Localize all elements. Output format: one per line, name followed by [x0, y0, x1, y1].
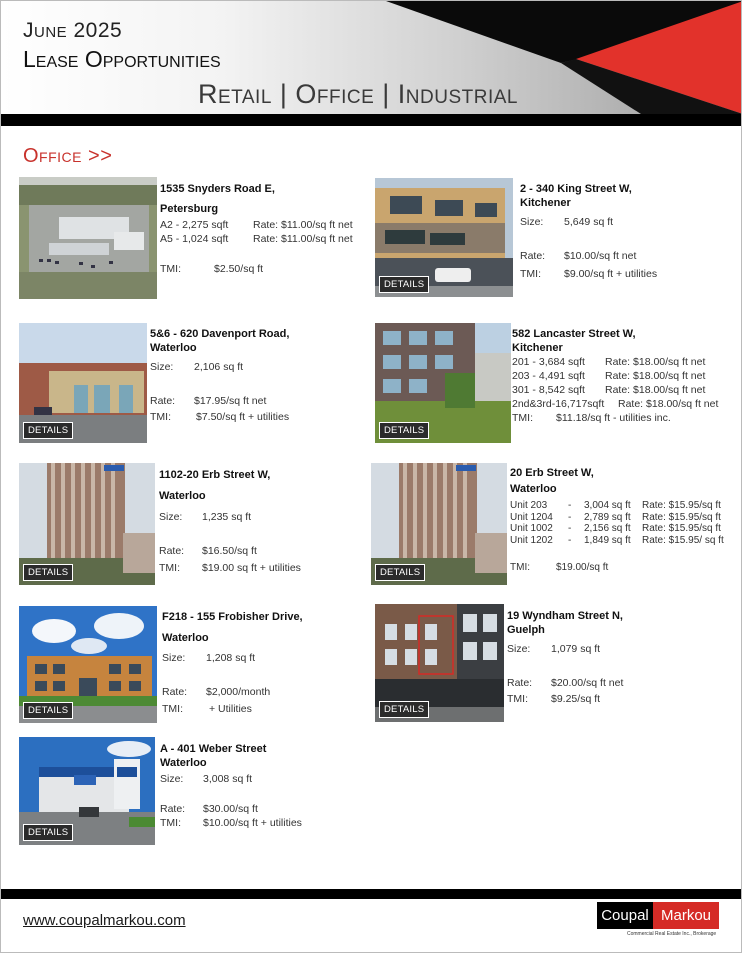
listing-address-line2: Guelph	[507, 624, 545, 636]
listing-address-line1: 20 Erb Street W,	[510, 467, 594, 479]
logo-left-text: Coupal	[597, 902, 653, 929]
logo-right-text: Markou	[653, 902, 719, 929]
size-row	[159, 510, 369, 524]
header-subtitle: Retail | Office | Industrial	[198, 79, 518, 109]
rate-label: Rate:	[160, 803, 186, 815]
listing-address-line2: Waterloo	[162, 632, 209, 644]
rate-label: Rate:	[162, 686, 188, 698]
size-label: Size:	[150, 361, 174, 373]
listing-photo-erb-20[interactable]	[371, 463, 507, 585]
listing-info-frobisher	[162, 610, 372, 716]
unit-rate: Rate: $18.00/sq ft net	[618, 398, 719, 410]
tmi-label: TMI:	[160, 263, 181, 275]
unit-label: Unit 203	[510, 500, 548, 511]
unit-rate: Rate: $15.95/sq ft	[642, 511, 721, 523]
tmi-row	[512, 411, 737, 425]
size-label: Size:	[507, 643, 531, 655]
tmi-row	[160, 262, 370, 276]
listing-photo-king[interactable]	[375, 178, 513, 297]
unit-dash: -	[568, 534, 572, 546]
unit-size: 1,849 sq ft	[584, 534, 631, 546]
listing-address-line1: 5&6 - 620 Davenport Road,	[150, 328, 290, 340]
unit-label: 203 - 4,491 sqft	[512, 370, 585, 382]
listing-photo-erb-1102[interactable]	[19, 463, 155, 585]
listing-info-erb-20	[510, 466, 735, 575]
tmi-value: $19.00 sq ft + utilities	[202, 562, 301, 574]
rate-value: $17.95/sq ft net	[194, 395, 267, 407]
listing-address-line2: Petersburg	[160, 203, 219, 215]
tmi-row	[507, 692, 732, 706]
listing-address-line1: F218 - 155 Frobisher Drive,	[162, 611, 303, 623]
listing-photo-wyndham[interactable]	[375, 604, 504, 722]
tmi-label: TMI:	[162, 703, 183, 715]
listing-info-weber	[160, 742, 370, 830]
tmi-value: $9.25/sq ft	[551, 693, 601, 705]
rate-value: $10.00/sq ft net	[564, 250, 637, 262]
header-banner	[1, 1, 742, 123]
tmi-label: TMI:	[159, 562, 180, 574]
details-button[interactable]: DETAILS	[379, 422, 429, 439]
tmi-label: TMI:	[160, 817, 181, 829]
tmi-label: TMI:	[512, 412, 533, 424]
rate-value: $30.00/sq ft	[203, 803, 258, 815]
unit-row	[160, 232, 370, 246]
unit-rate: Rate: $18.00/sq ft net	[605, 356, 706, 368]
tmi-value: $10.00/sq ft + utilities	[203, 817, 302, 829]
size-row	[520, 215, 730, 229]
tmi-value: $2.50/sq ft	[214, 263, 264, 275]
listing-address-line1: 2 - 340 King Street W,	[520, 183, 632, 195]
listing-address-line2: Kitchener	[520, 197, 571, 209]
listing-photo-davenport[interactable]	[19, 323, 147, 443]
unit-row	[510, 500, 735, 512]
listing-info-wyndham	[507, 609, 732, 706]
listing-info-davenport	[150, 327, 365, 424]
rate-value: $16.50/sq ft	[202, 545, 257, 557]
size-row	[507, 642, 732, 656]
header-divider	[1, 114, 742, 126]
logo-tagline: Commercial Real Estate Inc., Brokerage	[627, 931, 717, 937]
rate-row	[159, 544, 369, 561]
tmi-label: TMI:	[507, 693, 528, 705]
rate-row	[507, 676, 732, 692]
footer-divider	[1, 889, 742, 899]
rate-value: $2,000/month	[206, 686, 271, 698]
details-button[interactable]: DETAILS	[379, 276, 429, 293]
unit-label: Unit 1202	[510, 534, 553, 546]
rate-value: $20.00/sq ft net	[551, 677, 624, 689]
unit-dash: -	[568, 523, 572, 534]
unit-rate: Rate: $18.00/sq ft net	[605, 384, 706, 396]
size-value: 2,106 sq ft	[194, 361, 244, 373]
unit-row	[512, 397, 737, 411]
header-title: Lease Opportunities	[23, 46, 221, 72]
details-button[interactable]: DETAILS	[23, 564, 73, 581]
size-label: Size:	[159, 511, 183, 523]
details-button[interactable]: DETAILS	[379, 701, 429, 718]
header-date: June 2025	[23, 19, 123, 42]
rate-row	[150, 394, 365, 410]
unit-label: A2 - 2,275 sqft	[160, 219, 229, 231]
unit-label: Unit 1204	[510, 511, 553, 523]
unit-rate: Rate: $15.95/sq ft	[642, 523, 721, 534]
unit-label: 2nd&3rd-16,717sqft	[512, 398, 605, 410]
tmi-value: $7.50/sq ft + utilities	[196, 411, 290, 423]
listing-address-line2: Waterloo	[510, 483, 557, 495]
unit-row	[510, 523, 735, 535]
section-title: Office >>	[23, 145, 113, 167]
unit-size: 2,789 sq ft	[584, 511, 631, 523]
size-row	[160, 772, 370, 786]
unit-row	[512, 369, 737, 383]
listing-photo-snyders[interactable]	[19, 177, 157, 299]
unit-row	[160, 218, 370, 232]
tmi-label: TMI:	[150, 411, 171, 423]
rate-label: Rate:	[159, 545, 185, 557]
unit-label: 301 - 8,542 sqft	[512, 384, 585, 396]
unit-row	[512, 355, 737, 369]
unit-rate: Rate: $11.00/sq ft net	[253, 233, 353, 245]
size-row	[150, 360, 365, 374]
listing-info-erb-1102	[159, 468, 369, 575]
listing-address-line2: Waterloo	[150, 342, 197, 354]
unit-label: Unit 1002	[510, 523, 553, 534]
aerial-photo-graphic	[19, 177, 157, 299]
unit-rate: Rate: $15.95/sq ft	[642, 500, 721, 511]
listing-address-line2: Waterloo	[160, 757, 207, 769]
unit-rate: Rate: $18.00/sq ft net	[605, 370, 706, 382]
rate-label: Rate:	[520, 250, 546, 262]
tmi-row	[162, 702, 372, 716]
website-link[interactable]: www.coupalmarkou.com	[23, 912, 186, 929]
unit-rate: Rate: $11.00/sq ft net	[253, 219, 353, 231]
details-button[interactable]: DETAILS	[375, 564, 425, 581]
listing-photo-lancaster[interactable]	[375, 323, 511, 443]
unit-size: 3,004 sq ft	[584, 500, 631, 511]
tmi-label: TMI:	[510, 562, 530, 573]
listing-address-line1: 1535 Snyders Road E,	[160, 183, 275, 195]
listing-address-line1: 582 Lancaster Street W,	[512, 328, 636, 340]
unit-size: 2,156 sq ft	[584, 523, 631, 534]
tmi-row	[510, 561, 735, 575]
tmi-value: $19.00/sq ft	[556, 562, 609, 573]
unit-dash: -	[568, 511, 572, 523]
size-value: 1,235 sq ft	[202, 511, 252, 523]
details-button[interactable]: DETAILS	[23, 422, 73, 439]
size-label: Size:	[520, 216, 544, 228]
rate-row	[520, 249, 730, 267]
rate-row	[160, 802, 370, 816]
tmi-value: + Utilities	[209, 703, 252, 715]
tmi-row	[150, 410, 365, 424]
size-label: Size:	[162, 652, 186, 664]
tmi-value: $9.00/sq ft + utilities	[564, 268, 658, 280]
listing-info-snyders	[160, 182, 370, 276]
size-value: 1,208 sq ft	[206, 652, 256, 664]
size-value: 1,079 sq ft	[551, 643, 601, 655]
tmi-row	[160, 816, 370, 830]
listing-address-line2: Kitchener	[512, 342, 563, 354]
size-value: 3,008 sq ft	[203, 773, 253, 785]
tmi-value: $11.18/sq ft - utilities inc.	[556, 412, 671, 424]
listing-address-line1: 1102-20 Erb Street W,	[159, 469, 271, 481]
size-row	[162, 651, 372, 665]
unit-rate: Rate: $15.95/ sq ft	[642, 534, 724, 546]
details-button[interactable]: DETAILS	[23, 702, 73, 719]
listing-info-lancaster	[512, 327, 737, 425]
unit-dash: -	[568, 500, 572, 511]
rate-label: Rate:	[507, 677, 533, 689]
listing-photo-frobisher[interactable]	[19, 606, 157, 723]
listing-address-line1: A - 401 Weber Street	[160, 743, 267, 755]
unit-row	[510, 512, 735, 524]
size-label: Size:	[160, 773, 184, 785]
tmi-label: TMI:	[520, 268, 541, 280]
details-button[interactable]: DETAILS	[23, 824, 73, 841]
listing-photo-weber[interactable]	[19, 737, 155, 845]
size-value: 5,649 sq ft	[564, 216, 614, 228]
unit-row	[510, 535, 735, 547]
company-logo	[597, 902, 722, 938]
listing-address-line1: 19 Wyndham Street N,	[507, 610, 623, 622]
unit-label: A5 - 1,024 sqft	[160, 233, 229, 245]
unit-row	[512, 383, 737, 397]
tmi-row	[520, 267, 730, 281]
unit-label: 201 - 3,684 sqft	[512, 356, 585, 368]
rate-row	[162, 685, 372, 702]
tmi-row	[159, 561, 369, 575]
listing-info-king	[520, 182, 730, 281]
listing-address-line2: Waterloo	[159, 490, 206, 502]
rate-label: Rate:	[150, 395, 176, 407]
